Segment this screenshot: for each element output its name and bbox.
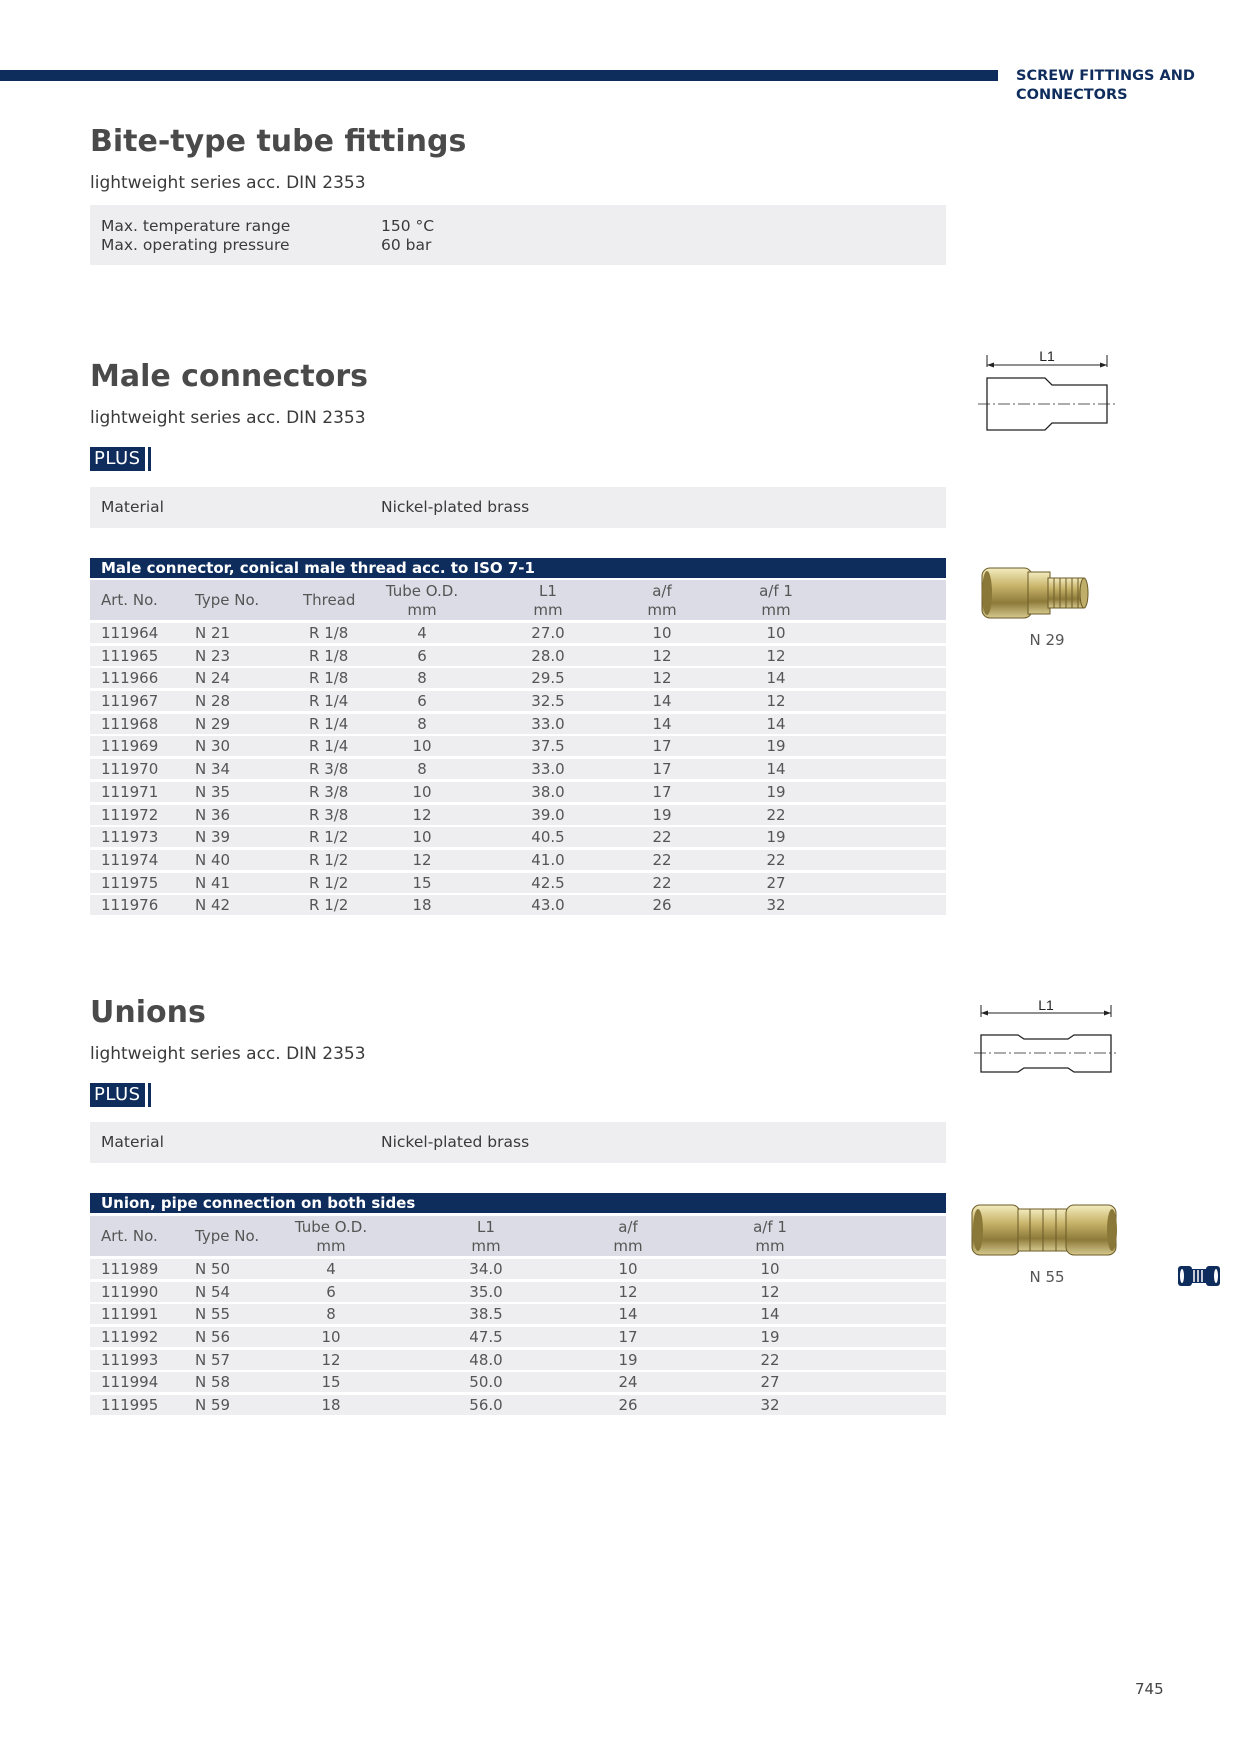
table-cell-thread: R 1/2 [309,850,349,869]
table-row [90,1304,946,1324]
table-cell-af1: 12 [760,1282,780,1301]
table-row [90,1327,946,1347]
table-cell-af1: 22 [766,805,786,824]
table-cell-art-no: 111994 [101,1373,159,1392]
table-cell-af1: 22 [760,1350,780,1369]
table-cell-af1: 32 [760,1396,780,1415]
table-cell-tube-od: 4 [417,624,427,642]
male-col-af1 [736,580,816,620]
material-label: Material [101,498,164,516]
plus-badge-bar [148,447,151,471]
table-cell-af1: 27 [766,873,786,892]
union-table-body [90,1259,946,1415]
table-cell-art-no: 111965 [101,646,159,665]
male-col-tube-od [382,580,462,620]
table-cell-l1: 39.0 [531,805,565,824]
table-cell-af: 22 [652,873,672,892]
table-cell-af: 26 [652,896,672,915]
union-table-header [90,1216,946,1256]
plus-badge-text-unions: PLUS [90,1083,145,1107]
male-col-af-unit: mm [647,601,677,619]
table-cell-type-no: N 58 [195,1373,231,1392]
table-cell-af: 10 [652,624,672,642]
table-cell-tube-od: 12 [412,805,432,824]
table-cell-art-no: 111990 [101,1282,159,1301]
union-dimension-drawing [970,997,1120,1077]
table-cell-l1: 27.0 [531,624,565,642]
table-cell-tube-od: 8 [326,1305,336,1324]
table-cell-art-no: 111970 [101,760,159,779]
male-col-af-label: a/f [652,582,672,600]
table-row [90,646,946,666]
table-cell-l1: 38.0 [531,782,565,801]
male-drawing-label: L1 [1039,348,1055,364]
table-cell-af: 14 [652,714,672,733]
male-col-tube-od-label: Tube O.D. [385,582,459,600]
male-col-af1-unit: mm [761,601,791,619]
table-cell-art-no: 111964 [101,624,159,642]
table-cell-tube-od: 12 [321,1350,341,1369]
category-label-line2: CONNECTORS [1016,87,1128,103]
header-bar [0,70,998,81]
table-cell-af: 22 [652,850,672,869]
table-cell-type-no: N 30 [195,737,231,756]
table-cell-af: 12 [652,646,672,665]
table-cell-art-no: 111966 [101,669,159,688]
table-cell-type-no: N 57 [195,1350,231,1369]
table-cell-af: 12 [618,1282,638,1301]
table-row [90,895,946,915]
table-cell-af: 17 [652,737,672,756]
union-col-tube-od-label: Tube O.D. [294,1218,368,1236]
union-drawing-label: L1 [1038,997,1054,1013]
male-connector-table [90,580,946,915]
table-cell-thread: R 1/8 [309,624,349,642]
table-cell-art-no: 111967 [101,692,159,711]
table-cell-af1: 27 [760,1373,780,1392]
table-row [90,850,946,870]
table-cell-art-no: 111995 [101,1396,159,1415]
table-cell-art-no: 111976 [101,896,159,915]
union-col-tube-od-unit: mm [316,1237,346,1255]
table-cell-type-no: N 41 [195,873,231,892]
table-row [90,759,946,779]
table-cell-tube-od: 8 [417,669,427,688]
table-cell-type-no: N 21 [195,624,231,642]
table-cell-type-no: N 56 [195,1328,231,1347]
table-row [90,805,946,825]
table-cell-af: 14 [652,692,672,711]
male-col-af1-label: a/f 1 [759,582,793,600]
table-cell-l1: 28.0 [531,646,565,665]
table-cell-af1: 14 [766,669,786,688]
union-col-af1-unit: mm [755,1237,785,1255]
plus-badge-unions [90,1083,151,1107]
table-cell-l1: 47.5 [469,1328,503,1347]
table-cell-l1: 48.0 [469,1350,503,1369]
table-cell-af1: 14 [760,1305,780,1324]
table-cell-art-no: 111993 [101,1350,159,1369]
table-cell-af1: 14 [766,760,786,779]
table-cell-type-no: N 34 [195,760,231,779]
plus-badge-bar-unions [148,1083,151,1107]
table-row [90,827,946,847]
union-col-af1-label: a/f 1 [753,1218,787,1236]
table-row [90,1372,946,1392]
table-cell-tube-od: 10 [412,782,432,801]
table-cell-tube-od: 6 [417,692,427,711]
union-image [966,1197,1126,1262]
table-cell-thread: R 1/8 [309,646,349,665]
table-cell-tube-od: 6 [417,646,427,665]
male-connector-dimension-drawing [970,345,1120,440]
table-cell-af1: 12 [766,692,786,711]
table-cell-af1: 14 [766,714,786,733]
table-cell-l1: 37.5 [531,737,565,756]
table-cell-thread: R 1/2 [309,873,349,892]
table-cell-art-no: 111991 [101,1305,159,1324]
table-cell-type-no: N 54 [195,1282,231,1301]
table-cell-l1: 50.0 [469,1373,503,1392]
table-cell-af: 22 [652,828,672,847]
union-col-l1-label: L1 [477,1218,495,1236]
table-cell-type-no: N 29 [195,714,231,733]
union-col-art-no: Art. No. [101,1227,158,1245]
table-cell-art-no: 111974 [101,850,159,869]
union-col-af1 [730,1216,810,1256]
table-cell-thread: R 1/2 [309,896,349,915]
table-cell-thread: R 1/4 [309,737,349,756]
male-col-l1-unit: mm [533,601,563,619]
table-cell-thread: R 1/4 [309,714,349,733]
table-cell-thread: R 1/2 [309,828,349,847]
table-cell-af: 19 [618,1350,638,1369]
table-cell-l1: 32.5 [531,692,565,711]
material-value-unions: Nickel-plated brass [381,1133,530,1151]
table-cell-art-no: 111971 [101,782,159,801]
table-cell-af: 14 [618,1305,638,1324]
table-cell-l1: 33.0 [531,714,565,733]
table-cell-af: 19 [652,805,672,824]
table-cell-af: 24 [618,1373,638,1392]
table-cell-tube-od: 8 [417,760,427,779]
table-cell-art-no: 111969 [101,737,159,756]
union-table [90,1216,946,1415]
table-cell-tube-od: 10 [321,1328,341,1347]
category-label-line1: SCREW FITTINGS AND [1016,68,1195,84]
table-cell-type-no: N 23 [195,646,231,665]
section-subtitle-male-connectors: lightweight series acc. DIN 2353 [90,408,366,428]
section-subtitle-unions: lightweight series acc. DIN 2353 [90,1044,366,1064]
table-cell-art-no: 111975 [101,873,159,892]
table-cell-af: 17 [618,1328,638,1347]
table-cell-l1: 33.0 [531,760,565,779]
table-cell-af1: 10 [760,1260,780,1278]
male-col-thread: Thread [303,591,356,609]
table-cell-af1: 19 [766,828,786,847]
spec-value-pressure: 60 bar [381,236,432,254]
table-cell-thread: R 3/8 [309,805,349,824]
table-cell-tube-od: 15 [321,1373,341,1392]
table-cell-type-no: N 24 [195,669,231,688]
table-cell-tube-od: 10 [412,737,432,756]
page-number: 745 [1135,1680,1164,1698]
table-cell-l1: 35.0 [469,1282,503,1301]
table-cell-tube-od: 18 [412,896,432,915]
union-col-tube-od [291,1216,371,1256]
union-col-af-label: a/f [618,1218,638,1236]
table-row [90,1395,946,1415]
table-cell-type-no: N 28 [195,692,231,711]
union-col-af [588,1216,668,1256]
table-cell-type-no: N 50 [195,1260,231,1278]
table-cell-type-no: N 35 [195,782,231,801]
table-cell-type-no: N 42 [195,896,231,915]
table-cell-art-no: 111973 [101,828,159,847]
male-col-type-no: Type No. [195,591,260,609]
spec-value-temperature: 150 °C [381,217,435,235]
material-value: Nickel-plated brass [381,498,530,516]
table-row [90,873,946,893]
male-col-art-no: Art. No. [101,591,158,609]
table-cell-af: 17 [652,782,672,801]
table-cell-l1: 38.5 [469,1305,503,1324]
category-label [1016,67,1231,105]
table-row [90,691,946,711]
table-cell-l1: 40.5 [531,828,565,847]
table-cell-af: 26 [618,1396,638,1415]
material-label-unions: Material [101,1133,164,1151]
table-cell-art-no: 111989 [101,1260,159,1278]
table-row [90,1282,946,1302]
table-cell-tube-od: 8 [417,714,427,733]
table-cell-tube-od: 18 [321,1396,341,1415]
table-row [90,782,946,802]
section-subtitle-bite-type: lightweight series acc. DIN 2353 [90,173,366,193]
table-cell-af1: 12 [766,646,786,665]
table-row [90,1350,946,1370]
male-table-header [90,580,946,620]
section-title-bite-type: Bite-type tube fittings [90,124,467,159]
table-cell-tube-od: 12 [412,850,432,869]
table-cell-af1: 22 [766,850,786,869]
table-cell-af: 10 [618,1260,638,1278]
table-cell-type-no: N 55 [195,1305,231,1324]
material-box-male [90,487,946,528]
union-col-af-unit: mm [613,1237,643,1255]
table-cell-af1: 32 [766,896,786,915]
table-cell-tube-od: 15 [412,873,432,892]
table-cell-type-no: N 59 [195,1396,231,1415]
table-cell-l1: 29.5 [531,669,565,688]
table-cell-l1: 42.5 [531,873,565,892]
male-col-l1-label: L1 [539,582,557,600]
table-cell-tube-od: 10 [412,828,432,847]
male-col-af [622,580,702,620]
table-cell-af1: 10 [766,624,786,642]
table-cell-af: 17 [652,760,672,779]
table-cell-thread: R 3/8 [309,760,349,779]
table-row [90,1259,946,1279]
male-connector-image [976,560,1116,625]
table-row [90,714,946,734]
material-box-unions [90,1122,946,1163]
spec-label-pressure: Max. operating pressure [101,236,290,254]
plus-badge-text: PLUS [90,447,145,471]
male-col-tube-od-unit: mm [407,601,437,619]
table-cell-af1: 19 [766,782,786,801]
table-cell-l1: 43.0 [531,896,565,915]
union-col-type-no: Type No. [195,1227,260,1245]
table-cell-tube-od: 4 [326,1260,336,1278]
table-cell-af1: 19 [760,1328,780,1347]
table-row [90,736,946,756]
male-connector-image-caption: N 29 [1029,631,1065,649]
table-cell-type-no: N 36 [195,805,231,824]
table-cell-art-no: 111972 [101,805,159,824]
union-col-l1-unit: mm [471,1237,501,1255]
spec-box [90,205,946,265]
table-row [90,668,946,688]
table-cell-thread: R 3/8 [309,782,349,801]
table-cell-af1: 19 [766,737,786,756]
table-cell-af: 12 [652,669,672,688]
table-cell-art-no: 111992 [101,1328,159,1347]
table-cell-thread: R 1/8 [309,669,349,688]
spec-label-temperature: Max. temperature range [101,217,291,235]
union-table-title: Union, pipe connection on both sides [90,1193,946,1213]
table-cell-type-no: N 39 [195,828,231,847]
plus-badge [90,447,151,471]
table-cell-art-no: 111968 [101,714,159,733]
union-image-caption: N 55 [1029,1268,1065,1286]
male-table-body [90,623,946,915]
table-cell-thread: R 1/4 [309,692,349,711]
table-cell-l1: 34.0 [469,1260,503,1278]
section-title-male-connectors: Male connectors [90,359,369,394]
table-cell-l1: 56.0 [469,1396,503,1415]
table-cell-type-no: N 40 [195,850,231,869]
table-cell-l1: 41.0 [531,850,565,869]
union-col-l1 [446,1216,526,1256]
table-row [90,623,946,643]
fitting-logo-icon [1176,1262,1222,1290]
section-title-unions: Unions [90,995,206,1030]
table-cell-tube-od: 6 [326,1282,336,1301]
male-col-l1 [508,580,588,620]
male-table-title: Male connector, conical male thread acc. to ISO 7-1 [90,558,946,578]
